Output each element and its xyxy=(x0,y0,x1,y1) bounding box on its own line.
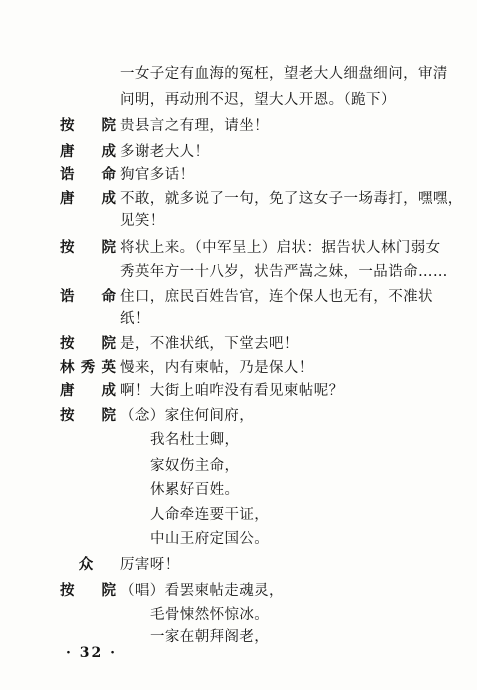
verse-line: 休累好百姓。 xyxy=(150,482,240,498)
verse-line: 我名杜士卿， xyxy=(150,432,240,448)
dialogue-line: （唱）看罢柬帖走魂灵， xyxy=(120,583,284,599)
dialogue-line: 一女子定有血海的冤枉，望老大人细盘细问，审清 xyxy=(120,66,448,82)
speaker-name: 诰 命 xyxy=(60,166,116,183)
speaker-name: 按 院 xyxy=(60,117,116,134)
dialogue-line: 是，不准状纸，下堂去吧！ xyxy=(120,336,299,352)
dialogue-line: 秀英年方一十八岁，状告严嵩之妹，一品诰命…… xyxy=(120,264,448,280)
speaker-name: 唐 成 xyxy=(60,143,116,160)
verse-line: 一家在朝拜阁老， xyxy=(150,629,270,645)
dialogue-line: （念）家住何间府， xyxy=(120,408,255,424)
speaker-name: 唐 成 xyxy=(60,190,116,207)
dialogue-line: 纸！ xyxy=(120,311,150,327)
speaker-name: 林 秀 英 xyxy=(60,359,116,376)
speaker-name: 按 院 xyxy=(60,239,116,256)
verse-line: 毛骨悚然怀惊冰。 xyxy=(150,607,270,623)
speaker-name: 按 院 xyxy=(60,582,116,599)
dialogue-line: 狗官多话！ xyxy=(120,167,195,183)
speaker-name: 按 院 xyxy=(60,335,116,352)
speaker-name: 众 xyxy=(78,556,94,573)
verse-line: 中山王府定国公。 xyxy=(150,531,270,547)
dialogue-line: 住口，庶民百姓告官，连个保人也无有，不准状 xyxy=(120,289,433,305)
dialogue-line: 慢来，内有柬帖，乃是保人！ xyxy=(120,360,314,376)
dialogue-line: 不敢，就多说了一句，免了这女子一场毒打，嘿嘿， xyxy=(120,191,463,207)
verse-line: 人命牵连要干证， xyxy=(150,507,270,523)
speaker-name: 按 院 xyxy=(60,407,116,424)
dialogue-line: 厉害呀！ xyxy=(120,557,180,573)
verse-line: 家奴伤主命， xyxy=(150,458,240,474)
dialogue-line: 贵县言之有理，请坐！ xyxy=(120,118,269,134)
dialogue-line: 多谢老大人！ xyxy=(120,144,210,160)
dialogue-line: 啊！大街上咱咋没有看见柬帖呢？ xyxy=(120,383,344,399)
speaker-name: 诰 命 xyxy=(60,288,116,305)
dialogue-line: 见笑！ xyxy=(120,213,165,229)
speaker-name: 唐 成 xyxy=(60,382,116,399)
dialogue-line: 问明，再动刑不迟，望大人开恩。（跪下） xyxy=(120,92,396,108)
dialogue-line: 将状上来。（中军呈上）启状：据告状人林门弱女 xyxy=(120,240,441,256)
page-number: · 32 · xyxy=(66,645,117,661)
